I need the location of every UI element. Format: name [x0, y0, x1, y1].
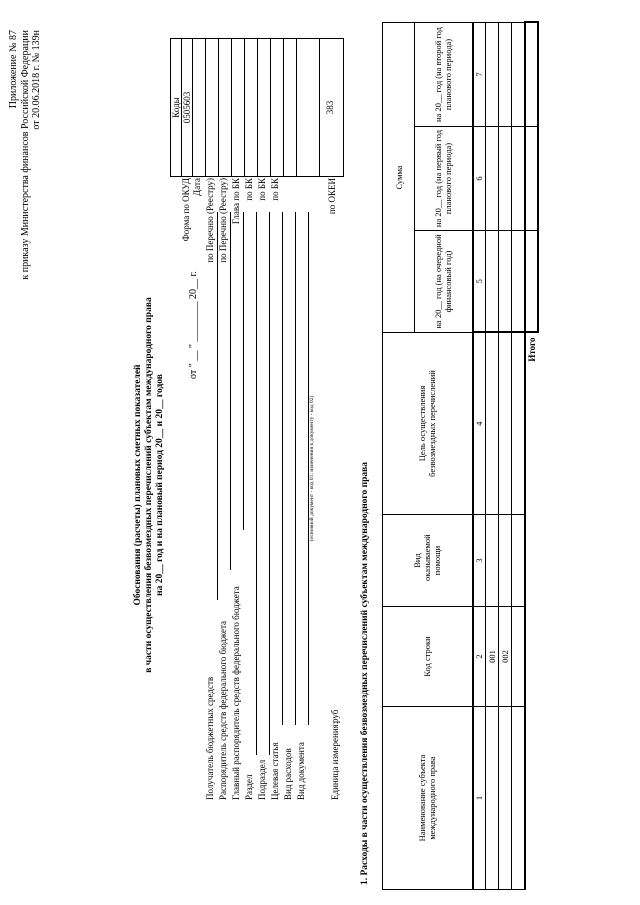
label-registry-1: по Перечню (Реестру) [205, 178, 215, 263]
underline-expense [295, 212, 296, 725]
col-header-sum: Сумма [383, 22, 415, 332]
cell-aid-type[interactable] [512, 515, 525, 607]
underline-recipient [217, 212, 218, 600]
col-number-6: 6 [473, 127, 486, 231]
total-spacer [525, 515, 538, 607]
underline-distributor [230, 212, 231, 570]
codes-sep-3 [218, 39, 219, 176]
label-bk-3: по БК [270, 178, 280, 201]
label-bk-2: по БК [257, 178, 267, 201]
cell-code: 001 [486, 607, 499, 707]
cell-sum-3[interactable] [499, 22, 512, 126]
codes-sep-10 [319, 39, 320, 176]
field-recipient: Получатель бюджетных средств [205, 676, 215, 800]
underline-section [256, 212, 257, 755]
cell-sum-1[interactable] [512, 231, 525, 333]
label-registry-2: по Перечню (Реестру) [218, 178, 228, 263]
col-number-row [473, 22, 486, 889]
col-number-4: 4 [473, 333, 486, 515]
codes-sep-9 [296, 39, 297, 176]
total-spacer [525, 707, 538, 890]
cell-sum-3[interactable] [486, 22, 499, 126]
col-number-7: 7 [473, 22, 486, 126]
underline-subsection [269, 212, 270, 755]
title-line-3: на 20__ год и на плановый период 20__ и 20__ годов [155, 374, 165, 596]
label-glava-bk: Глава по БК [231, 178, 241, 225]
field-target-article: Целевая статья [270, 742, 280, 800]
table-row [499, 22, 512, 889]
field-document-type: Вид документа [296, 742, 306, 800]
label-bk-1: по БК [244, 178, 254, 201]
cell-name[interactable] [499, 707, 512, 890]
expenses-table [382, 21, 539, 890]
label-okei: по ОКЕИ [327, 178, 337, 215]
header-row-1 [383, 22, 415, 889]
underline-target [282, 212, 283, 725]
cell-code: 002 [499, 607, 512, 707]
col-header-name: Наименование субъекта международного права [383, 707, 473, 890]
col-header-year-3: на 20__ год (на второй год планового периода) [415, 22, 473, 126]
cell-purpose[interactable] [512, 333, 525, 515]
total-sum-1[interactable] [525, 231, 538, 333]
cell-sum-2[interactable] [512, 127, 525, 231]
cell-aid-type[interactable] [486, 515, 499, 607]
title-line-1: Обоснования (расчеты) плановых сметных показателей [133, 364, 143, 606]
appendix-number: Приложение № 87 [8, 30, 19, 109]
table-row [486, 22, 499, 889]
unit-value: руб [330, 709, 340, 723]
cell-aid-type[interactable] [499, 515, 512, 607]
date-line: от " __ " ________ 20__ г. [188, 271, 199, 379]
cell-sum-1[interactable] [486, 231, 499, 333]
codes-sep-8 [283, 39, 284, 176]
total-sum-2[interactable] [525, 127, 538, 231]
cell-sum-3[interactable] [512, 22, 525, 126]
col-header-year-2: на 20__ год (на первый год планового периода) [415, 127, 473, 231]
cell-purpose[interactable] [499, 333, 512, 515]
cell-sum-1[interactable] [499, 231, 512, 333]
cell-sum-2[interactable] [486, 127, 499, 231]
label-okud: Форма по ОКУД [181, 178, 191, 242]
code-okud: 0505603 [182, 91, 192, 124]
title-line-2: в части осуществления безвозмездных перечислений субъектам международного права [144, 297, 154, 673]
cell-name[interactable] [486, 707, 499, 890]
underline-chief [243, 212, 244, 530]
appendix-date: от 20.06.2018 г. № 139н [31, 30, 42, 130]
cell-name[interactable] [512, 707, 525, 890]
col-number-1: 1 [473, 707, 486, 890]
cell-purpose[interactable] [486, 333, 499, 515]
field-subsection: Подраздел [257, 759, 267, 800]
appendix-header [8, 30, 43, 430]
col-number-2: 2 [473, 607, 486, 707]
codes-header: Коды [171, 97, 181, 118]
label-date: Дата [192, 178, 202, 196]
table-row [512, 22, 525, 889]
field-distributor: Распорядитель средств федерального бюджета [218, 620, 228, 800]
codes-sep-5 [244, 39, 245, 176]
cell-sum-2[interactable] [499, 127, 512, 231]
codes-sep-4 [231, 39, 232, 176]
codes-sep-1 [192, 39, 193, 176]
col-number-5: 5 [473, 231, 486, 333]
section-title: 1. Расходы в части осуществления безвозмездных перечислений субъектам международного права [360, 461, 370, 885]
total-spacer [525, 607, 538, 707]
codes-sep-6 [257, 39, 258, 176]
col-header-year-1: на 20__ год (на очередной финансовый год) [415, 231, 473, 333]
codes-box [170, 38, 344, 177]
doc-type-hint: (основной документ - код 01; изменения к документу - код 02) [309, 395, 315, 542]
field-expense-type: Вид расходов [283, 748, 293, 800]
unit-label: Единица измерения: [330, 721, 340, 800]
code-okei: 383 [325, 100, 335, 115]
col-header-purpose: Цель осуществления безвозмездных перечислений [383, 333, 473, 515]
total-label: Итого [526, 337, 537, 362]
col-header-code: Код строки [383, 607, 473, 707]
total-row [525, 22, 538, 889]
col-number-3: 3 [473, 515, 486, 607]
cell-code[interactable] [512, 607, 525, 707]
appendix-order: к приказу Министерства финансов Российской Федерации [19, 30, 31, 280]
field-section: Раздел [244, 774, 254, 800]
codes-sep-7 [270, 39, 271, 176]
field-chief-distributor: Главный распорядитель средств федерального бюджета [231, 586, 241, 800]
total-sum-3[interactable] [525, 22, 538, 126]
form-title [133, 205, 166, 765]
col-header-aid-type: Вид оказываемой помощи [383, 515, 473, 607]
codes-sep-2 [205, 39, 206, 176]
